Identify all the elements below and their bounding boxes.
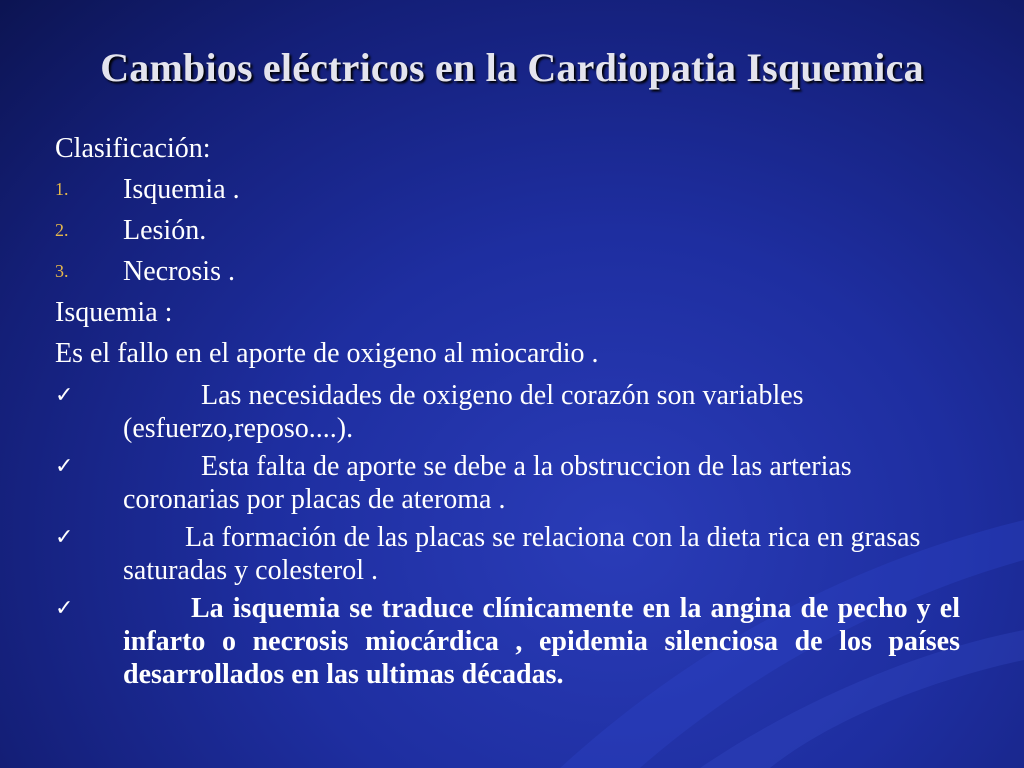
ischemia-definition: Es el fallo en el aporte de oxigeno al miocardio .: [55, 338, 599, 369]
check-item-text: La isquemia se traduce clínicamente en la angina de pecho y el infarto o necrosis miocárdica , epidemia silenciosa de los países desarrollados en las ultimas décadas.: [123, 593, 960, 690]
number-marker: 1.: [55, 179, 69, 199]
check-item-bold: [55, 592, 960, 691]
check-item-text: La formación de las placas se relaciona con la dieta rica en grasas saturadas y colesterol .: [123, 522, 921, 586]
check-item-text: Esta falta de aporte se debe a la obstruccion de las arterias coronarias por placas de ateroma .: [123, 451, 852, 515]
numbered-item: [55, 169, 960, 210]
number-marker: 3.: [55, 261, 69, 281]
check-item: [55, 450, 960, 516]
check-item: [55, 379, 960, 445]
checkmark-icon: ✓: [55, 596, 74, 621]
numbered-item-text: Lesión.: [123, 215, 207, 246]
checkmark-icon: ✓: [55, 454, 74, 479]
numbered-item-text: Necrosis .: [123, 256, 235, 287]
ischemia-heading: Isquemia :: [55, 297, 173, 328]
check-item-text: Las necesidades de oxigeno del corazón son variables (esfuerzo,reposo....).: [123, 380, 804, 444]
classification-heading: Clasificación:: [55, 133, 211, 164]
check-item: [55, 521, 960, 587]
number-marker: 2.: [55, 220, 69, 240]
slide-title: Cambios eléctricos en la Cardiopatia Isquemica: [100, 45, 924, 90]
slide-body: [55, 128, 960, 694]
numbered-item-text: Isquemia .: [123, 174, 240, 205]
checkmark-icon: ✓: [55, 525, 74, 550]
numbered-item: [55, 210, 960, 251]
numbered-item: [55, 251, 960, 292]
checkmark-icon: ✓: [55, 383, 74, 408]
